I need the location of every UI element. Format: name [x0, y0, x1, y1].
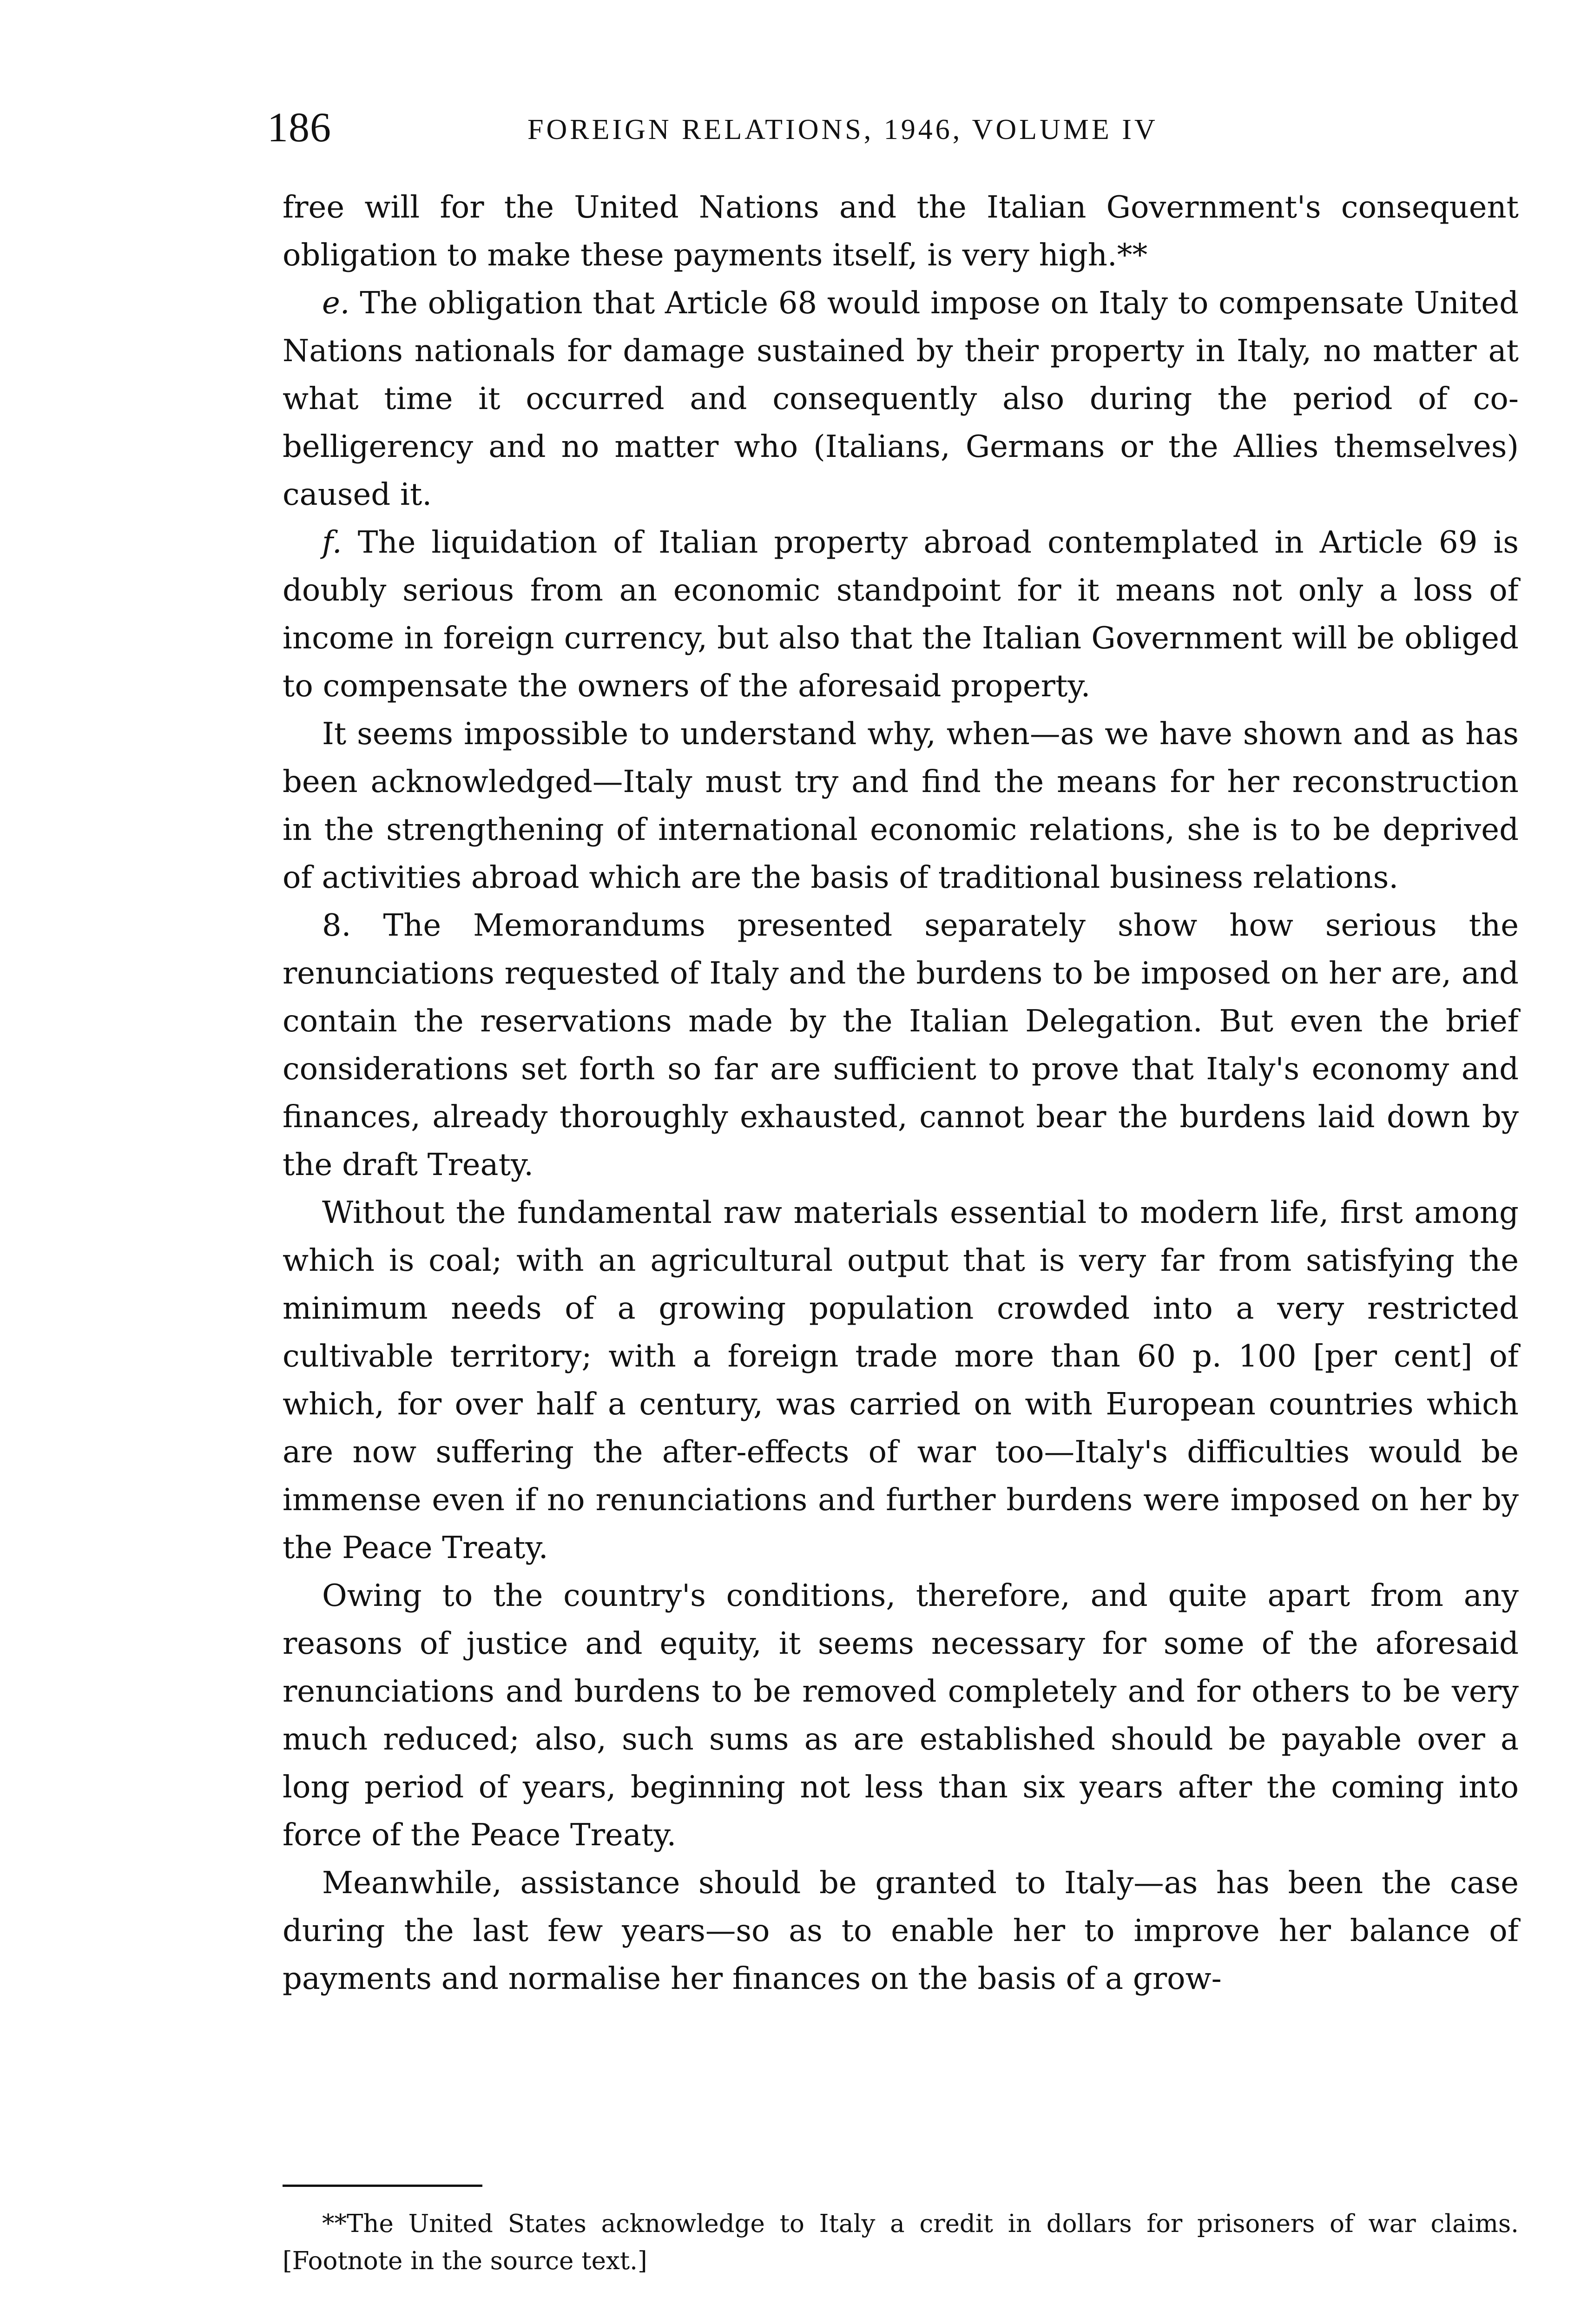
footnote: **The United States acknowledge to Italy a credit in dollars for prisoners of war claims. [Footnote in the source text.] — [283, 2210, 1519, 2275]
paragraph-text: It seems impossible to understand why, when—as we have shown and as has been acknowledged—Italy must try and find the means for her reconstruction in the strengthening of international economic relations, she is to be deprived of activities abroad which are the basis of traditional business relations. — [283, 716, 1519, 895]
paragraph — [283, 710, 1519, 902]
page-number: 186 — [267, 105, 331, 151]
footnote-divider — [283, 2185, 482, 2187]
paragraph-text: Meanwhile, assistance should be granted to Italy—as has been the case during the last few years—so as to enable her to improve her balance of payments and normalise her finances on the basis of a grow- — [283, 1865, 1519, 1996]
page-header — [267, 100, 1522, 156]
paragraph-text: Owing to the country's conditions, therefore, and quite apart from any reasons of justice and equity, it seems necessary for some of the aforesaid renunciations and burdens to be removed completely and for others to be very much reduced; also, such sums as are established should be payable over a long period of years, beginning not less than six years after the coming into force of the Peace Treaty. — [283, 1578, 1519, 1853]
paragraph-text: Without the fundamental raw materials essential to modern life, first among which is coal; with an agricultural output that is very far from satisfying the minimum needs of a growing population crowded into a very restricted cultivable territory; with a foreign trade more than 60 p. 100 [per cent] of which, for over half a century, was carried on with European countries which are now suffering the after-effects of war too—Italy's difficulties would be immense even if no renunciations and further burdens were imposed on her by the Peace Treaty. — [283, 1195, 1519, 1565]
paragraph — [283, 1859, 1519, 2003]
paragraph-item-f — [283, 519, 1519, 710]
paragraph — [283, 1189, 1519, 1572]
paragraph-text: The obligation that Article 68 would impose on Italy to compensate United Nations nationals for damage sustained by their property in Italy, no matter at what time it occurred and consequently also during the period of co-belligerency and no matter who (Italians, Germans or the Allies themselves) caused it. — [283, 285, 1519, 512]
paragraph — [283, 1572, 1519, 1859]
paragraph-label: f. — [322, 525, 342, 560]
paragraph-item-e — [283, 279, 1519, 519]
paragraph-text: The liquidation of Italian property abroad contemplated in Article 69 is doubly serious from an economic standpoint for it means not only a loss of income in foreign currency, but also that the Italian Government will be obliged to compensate the owners of the aforesaid property. — [283, 525, 1519, 704]
paragraph-text: 8. The Memorandums presented separately show how serious the renunciations requested of Italy and the burdens to be imposed on her are, and contain the reservations made by the Italian Delegation. But even the brief considerations set forth so far are sufficient to prove that Italy's economy and finances, already thoroughly exhausted, cannot bear the burdens laid down by the draft Treaty. — [283, 908, 1519, 1182]
paragraph-numbered-8 — [283, 902, 1519, 1189]
paragraph-continuation — [283, 184, 1519, 279]
paragraph-label: e. — [322, 285, 350, 321]
paragraph-text: free will for the United Nations and the Italian Government's consequent obligation to make these payments itself, is very high.** — [283, 190, 1519, 273]
body-text — [283, 184, 1519, 2003]
running-title: FOREIGN RELATIONS, 1946, VOLUME IV — [527, 114, 1158, 145]
